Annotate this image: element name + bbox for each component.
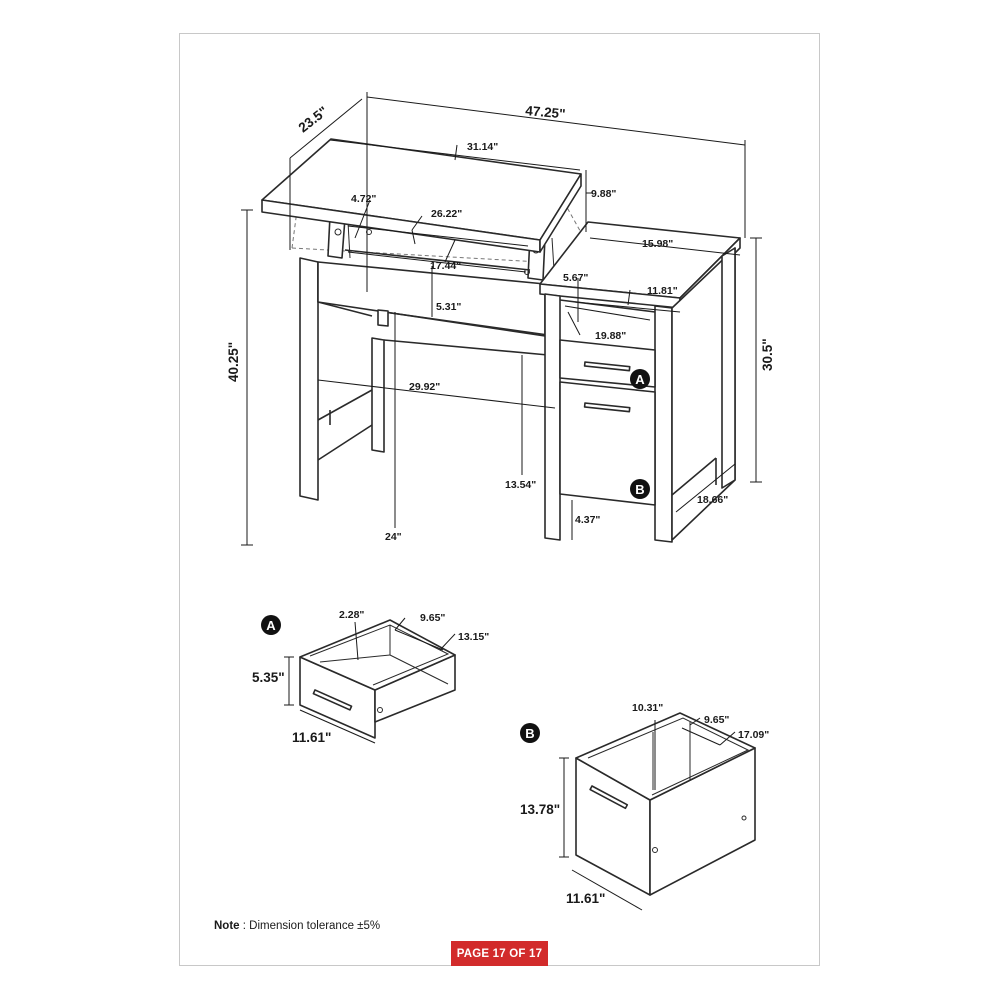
left-front-leg [300,258,318,500]
dim-b-front-width: 11.61" [566,891,606,906]
dim-knee-height: 24" [385,531,402,543]
dim-lift-height: 9.88" [591,188,617,200]
dim-b-front-height: 13.78" [520,802,561,817]
dim-right-top-width: 15.98" [642,238,674,250]
dim-floor-clearance: 4.37" [575,514,601,526]
dim-right-top-depth: 11.81" [647,285,678,297]
svg-text:B: B [525,726,535,741]
left-back-leg [372,338,384,452]
dim-a-front-width: 11.61" [292,730,332,745]
dim-storage-width: 17.44" [430,260,462,272]
dim-a-inner-height: 2.28" [339,609,365,621]
dim-right-inner-depth: 19.88" [595,330,627,342]
drawer-b-illustration [576,713,755,895]
dim-a-inner-depth: 13.15" [458,631,490,643]
dim-overall-height: 40.25" [226,341,241,382]
svg-text:A: A [635,372,645,387]
dim-b-inner-height: 10.31" [632,702,664,714]
desk-illustration [262,139,740,542]
note-label: Note [214,920,240,932]
dim-desk-height: 30.5" [760,338,775,371]
cabinet-front-right-leg [655,306,672,542]
badge-b-main [630,479,650,499]
dim-cabinet-depth: 18.66" [697,494,729,506]
note-text: : Dimension tolerance ±5% [239,920,381,932]
dim-lift-top-offset: 4.72" [351,193,377,205]
dim-storage-depth: 5.31" [436,301,462,313]
dim-lift-top-width: 31.14" [467,141,499,153]
svg-text:A: A [266,618,276,633]
dim-knee-depth: 13.54" [505,479,537,491]
dim-knee-width: 29.92" [409,381,441,393]
page-number-badge: PAGE 17 OF 17 [451,941,548,966]
svg-text:B: B [635,482,645,497]
dim-right-rail: 5.67" [563,272,589,284]
cabinet-front-left-leg [545,294,560,540]
dim-a-inner-width: 9.65" [420,612,446,624]
dim-overall-depth: 23.5" [295,103,331,136]
dim-b-inner-width: 9.65" [704,714,730,726]
dim-overall-width: 47.25" [524,103,567,122]
badge-a-main [630,369,650,389]
cabinet-back-leg [722,248,735,488]
tolerance-note [214,920,380,932]
dim-lift-inner-width: 26.22" [431,208,463,220]
dim-b-inner-depth: 17.09" [738,729,770,741]
dim-a-front-height: 5.35" [252,670,285,685]
